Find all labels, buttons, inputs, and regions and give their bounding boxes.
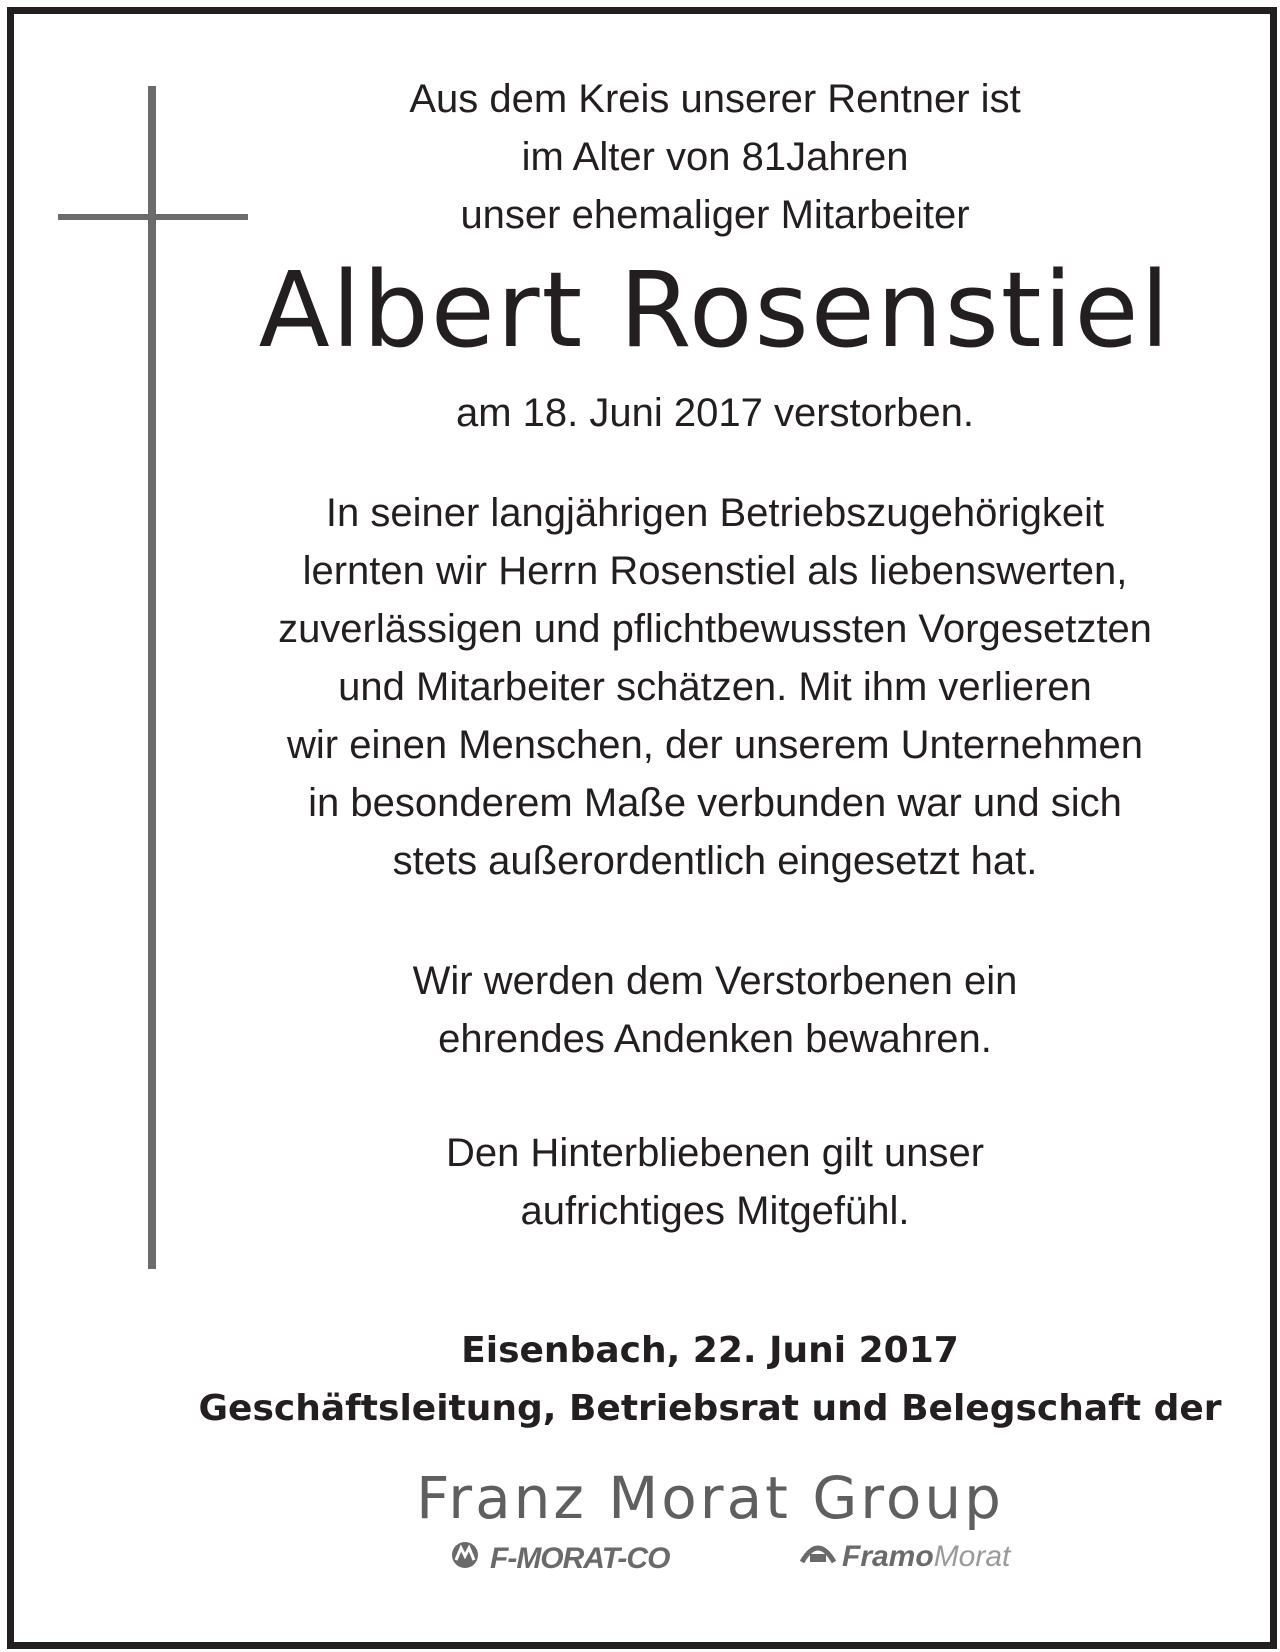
condolence-line: aufrichtiges Mitgefühl. bbox=[520, 1189, 910, 1233]
logo-row bbox=[0, 1538, 1280, 1578]
deceased-name: Albert Rosenstiel bbox=[258, 249, 1172, 371]
intro-block bbox=[190, 70, 1240, 244]
morat-logo-text: Morat bbox=[933, 1540, 1011, 1573]
fmorat-emblem-icon bbox=[450, 1540, 484, 1578]
signoff-block bbox=[190, 1322, 1230, 1438]
tribute-line: stets außerordentlich eingesetzt hat. bbox=[392, 839, 1038, 883]
tribute-line: wir einen Menschen, der unserem Unternehmen bbox=[287, 723, 1143, 767]
tribute-paragraph bbox=[190, 484, 1240, 890]
place-date: Eisenbach, 22. Juni 2017 bbox=[461, 1330, 959, 1371]
intro-line: Aus dem Kreis unserer Rentner ist bbox=[409, 77, 1021, 121]
condolence-line: Den Hinterbliebenen gilt unser bbox=[445, 1131, 985, 1175]
framo-logo-text: Framo bbox=[842, 1540, 934, 1573]
fmorat-logo bbox=[450, 1540, 669, 1578]
condolence-paragraph bbox=[190, 1124, 1240, 1240]
remembrance-paragraph bbox=[190, 952, 1240, 1068]
intro-line: unser ehemaliger Mitarbeiter bbox=[460, 193, 970, 237]
remembrance-line: Wir werden dem Verstorbenen ein bbox=[412, 959, 1018, 1003]
death-line: am 18. Juni 2017 verstorben. bbox=[455, 391, 975, 435]
framo-emblem-icon bbox=[800, 1540, 836, 1574]
notice-content bbox=[190, 70, 1240, 1240]
remembrance-line: ehrendes Andenken bewahren. bbox=[438, 1017, 992, 1061]
framo-morat-logo bbox=[800, 1540, 1010, 1574]
tribute-line: lernten wir Herrn Rosenstiel als liebenswerten, bbox=[302, 549, 1128, 593]
tribute-line: zuverlässigen und pflichtbewussten Vorgesetzten bbox=[278, 607, 1152, 651]
tribute-line: in besonderem Maße verbunden war und sich bbox=[308, 781, 1122, 825]
signoff-from: Geschäftsleitung, Betriebsrat und Belegschaft der bbox=[198, 1388, 1222, 1429]
intro-line: im Alter von 81Jahren bbox=[521, 135, 909, 179]
company-name: Franz Morat Group bbox=[416, 1464, 1004, 1532]
cross-vertical-bar bbox=[148, 86, 156, 1269]
fmorat-logo-text: F-MORAT-CO bbox=[490, 1542, 670, 1575]
tribute-line: In seiner langjährigen Betriebszugehörigkeit bbox=[325, 491, 1105, 535]
tribute-line: und Mitarbeiter schätzen. Mit ihm verlieren bbox=[338, 665, 1092, 709]
death-date-block bbox=[190, 384, 1240, 442]
